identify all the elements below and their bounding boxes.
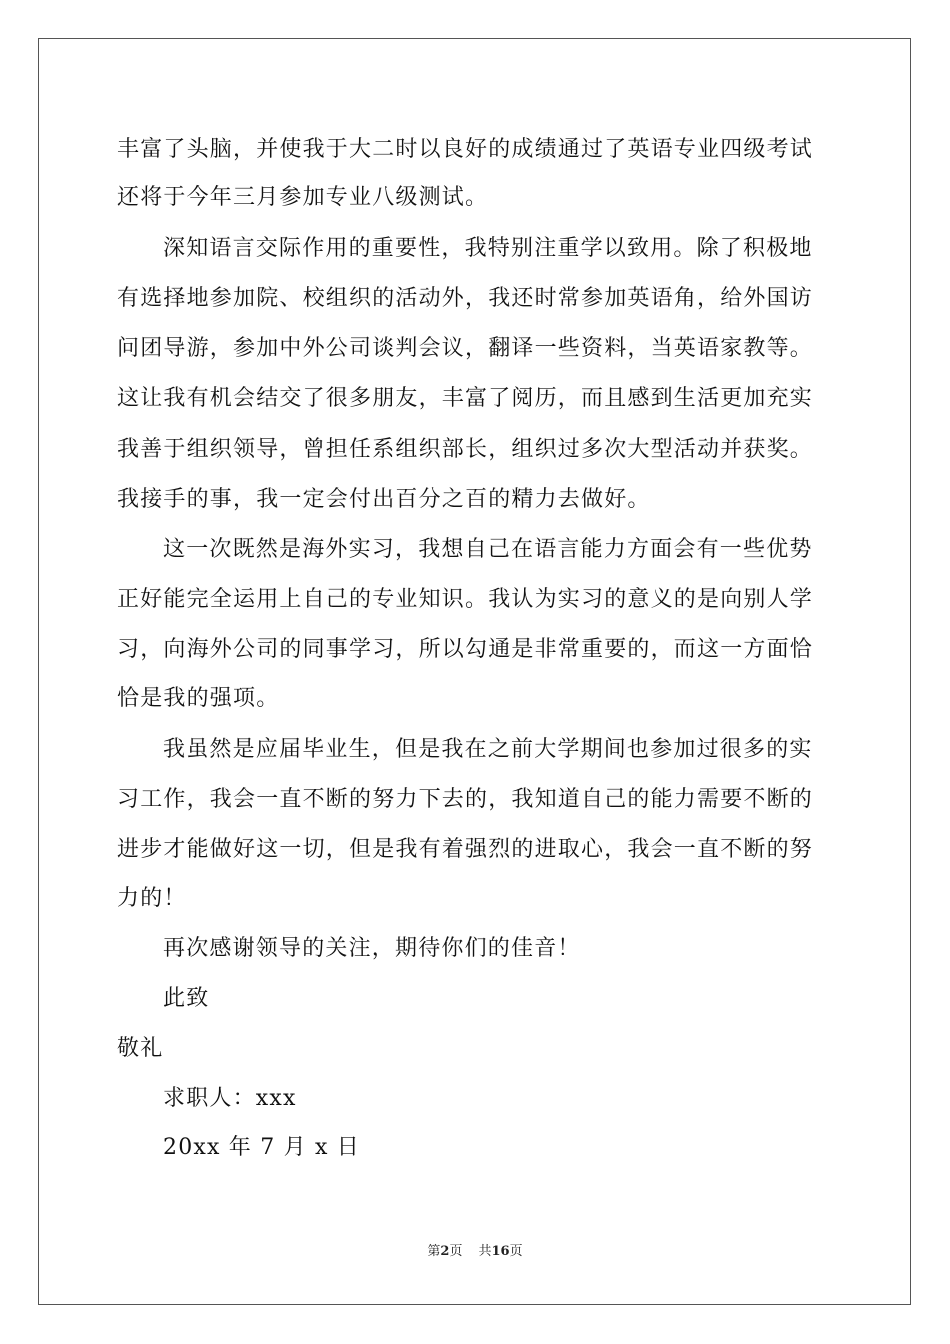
body-line: 这让我有机会结交了很多朋友，丰富了阅历，而且感到生活更加充实 xyxy=(117,386,814,411)
paragraph-start-line: 这一次既然是海外实习，我想自己在语言能力方面会有一些优势 xyxy=(163,537,813,562)
body-line: 进步才能做好这一切，但是我有着强烈的进取心，我会一直不断的努 xyxy=(117,837,814,862)
body-line: 正好能完全运用上自己的专业知识。我认为实习的意义的是向别人学 xyxy=(117,587,814,612)
body-line: 还将于今年三月参加专业八级测试。 xyxy=(117,185,489,210)
total-unit: 页 xyxy=(509,1244,523,1259)
page-unit: 页 xyxy=(449,1244,463,1259)
date-line: 20xx 年 7 月 x 日 xyxy=(163,1135,360,1160)
total-page-count: 16 xyxy=(491,1244,510,1259)
body-line: 恰是我的强项。 xyxy=(117,686,280,711)
salutation-line: 敬礼 xyxy=(117,1036,164,1061)
page-prefix: 第 xyxy=(427,1244,441,1259)
paragraph-start-line: 我虽然是应届毕业生，但是我在之前大学期间也参加过很多的实 xyxy=(163,737,813,762)
body-line: 有选择地参加院、校组织的活动外，我还时常参加英语角，给外国访 xyxy=(117,286,814,311)
page-footer xyxy=(0,1243,950,1261)
signature-line: 求职人：xxx xyxy=(163,1086,297,1111)
total-prefix: 共 xyxy=(478,1244,492,1259)
closing-line: 再次感谢领导的关注，期待你们的佳音！ xyxy=(163,936,581,961)
body-line: 我善于组织领导，曾担任系组织部长，组织过多次大型活动并获奖。 xyxy=(117,437,814,462)
paragraph-start-line: 深知语言交际作用的重要性，我特别注重学以致用。除了积极地 xyxy=(163,236,813,261)
body-line: 丰富了头脑，并使我于大二时以良好的成绩通过了英语专业四级考试 xyxy=(117,137,814,162)
body-line: 力的！ xyxy=(117,886,187,911)
body-line: 习工作，我会一直不断的努力下去的，我知道自己的能力需要不断的 xyxy=(117,787,814,812)
body-line: 问团导游，参加中外公司谈判会议，翻译一些资料，当英语家教等。 xyxy=(117,336,814,361)
body-line: 我接手的事，我一定会付出百分之百的精力去做好。 xyxy=(117,487,651,512)
current-page-number: 2 xyxy=(440,1244,450,1259)
page-border xyxy=(38,38,911,1305)
body-line: 习，向海外公司的同事学习，所以勾通是非常重要的，而这一方面恰 xyxy=(117,637,814,662)
salutation-line: 此致 xyxy=(163,986,210,1011)
